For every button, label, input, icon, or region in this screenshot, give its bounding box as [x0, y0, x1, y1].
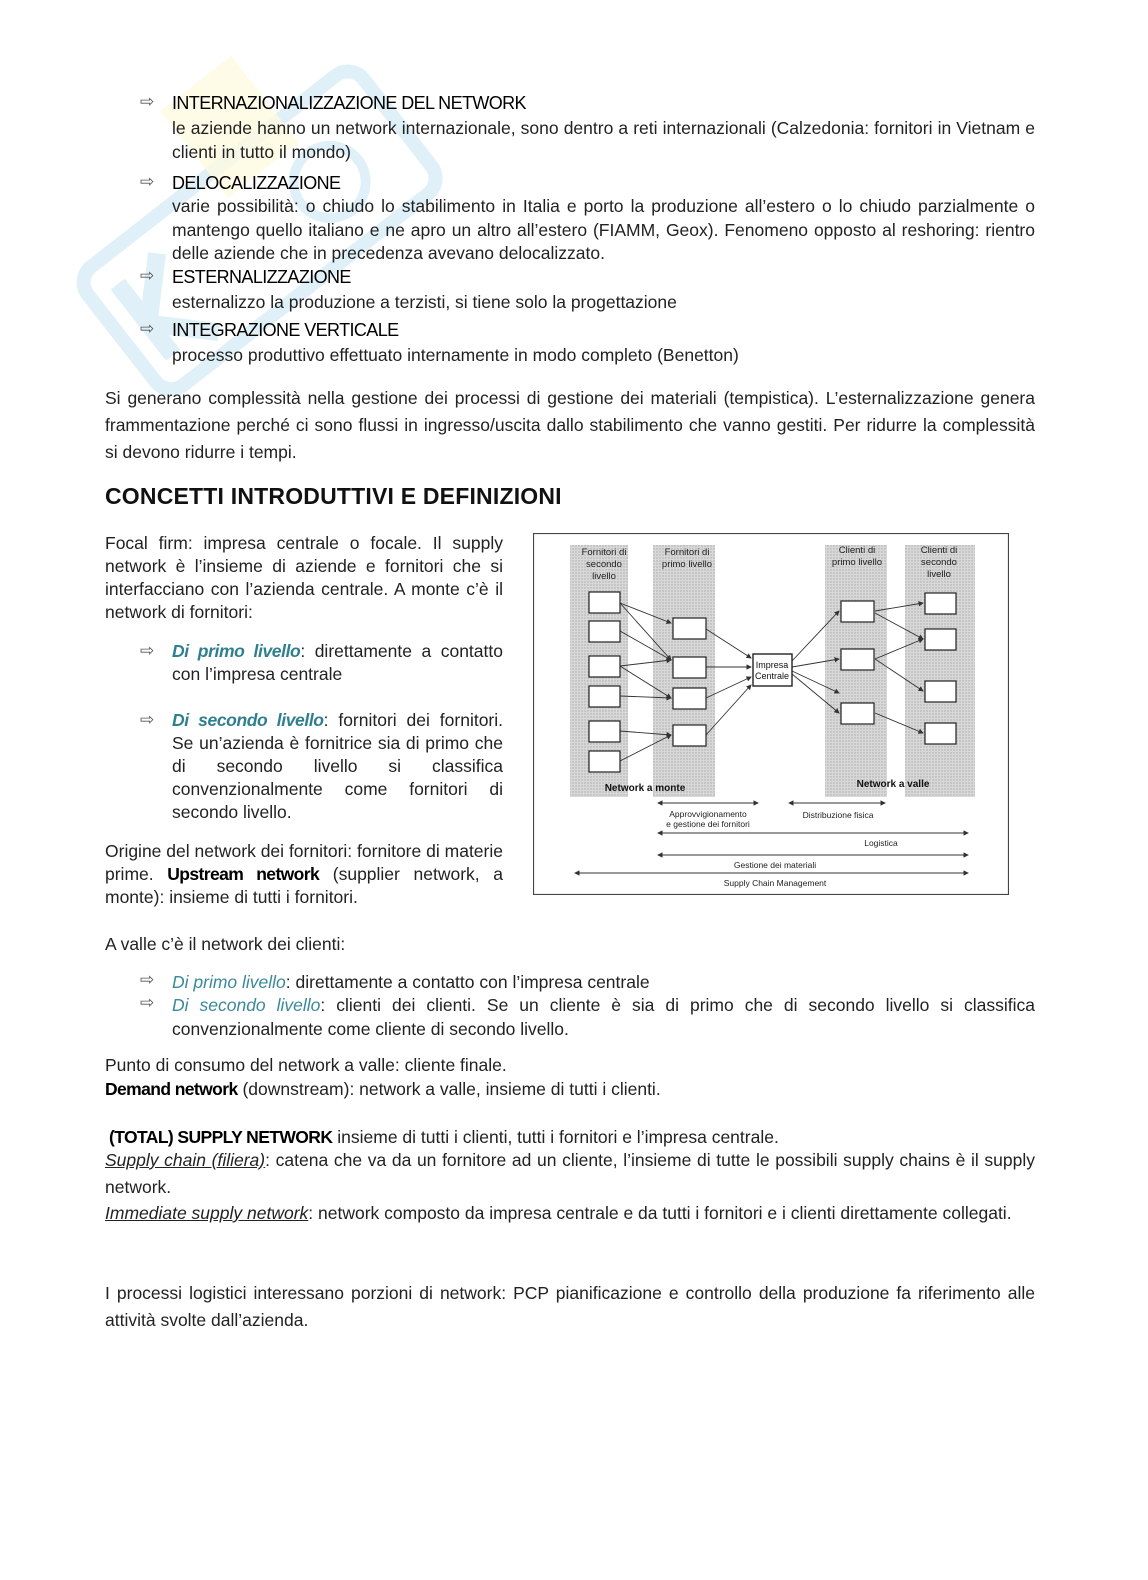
label-scm: Supply Chain Management	[723, 878, 827, 888]
right-arrow-outline-icon: ⇨	[140, 993, 155, 1012]
paragraph-complexity: Si generano complessità nella gestione dei processi di gestione dei materiali (tempistica). L’esternalizzazione genera frammentazione perché ci sono flussi in ingresso/uscita dallo stabilimento che vanno gestiti. Per ridurre la complessità si devono ridurre i tempi.	[105, 388, 1035, 462]
immediate-network-term: Immediate supply network	[105, 1203, 309, 1223]
right-arrow-outline-icon: ⇨	[140, 172, 155, 191]
bullet-title: DELOCALIZZAZIONE	[172, 173, 341, 193]
bullet-text: processo produttivo effettuato internamente in modo completo (Benetton)	[172, 345, 739, 365]
total-supply-network-desc: insieme di tutti i clienti, tutti i fornitori e l’impresa centrale.	[332, 1127, 779, 1147]
total-supply-network-term: (TOTAL) SUPPLY NETWORK	[109, 1127, 333, 1147]
bullet-title: ESTERNALIZZAZIONE	[172, 267, 351, 287]
label-network-valle: Network a valle	[856, 779, 930, 790]
supplier-first-level-desc: : direttamente a contatto con l’impresa centrale	[172, 641, 503, 684]
focal-firm-label-text: Impresa	[755, 660, 789, 670]
paragraph-immediate	[105, 1200, 1035, 1227]
client-1-box	[841, 703, 874, 724]
client-first-level	[140, 971, 1035, 995]
supply-network-diagram	[533, 533, 1009, 895]
bullet-text: le aziende hanno un network internazionale, sono dentro a reti internazionali (Calzedonia: fornitori in Vietnam e clienti in tutto il mondo)	[172, 118, 1035, 162]
bullet-internazionalizzazione	[140, 93, 1035, 164]
consumo-text: Punto di consumo del network a valle: cliente finale.	[105, 1055, 507, 1075]
right-arrow-outline-icon: ⇨	[140, 641, 155, 660]
label-suppliers-1: Fornitori di primo livello	[661, 547, 713, 570]
supplier-second-level	[140, 709, 503, 824]
bullet-esternalizzazione	[140, 267, 1035, 315]
upstream-network-term: Upstream network	[167, 864, 320, 884]
client-2-box	[925, 723, 956, 744]
label-network-monte: Network a monte	[604, 783, 686, 794]
client-first-level-desc: : direttamente a contatto con l’impresa centrale	[285, 972, 650, 992]
client-first-level-label: Di primo livello	[172, 972, 286, 992]
label-clients-1: Clienti di primo livello	[831, 545, 883, 568]
supplier-1-box	[673, 688, 706, 709]
client-2-box	[925, 629, 956, 650]
bullet-title: INTERNAZIONALIZZAZIONE DEL NETWORK	[172, 93, 526, 113]
paragraph-focal-firm: Focal firm: impresa centrale o focale. Il supply network è l’insieme di aziende e fornitori che si interfacciano con l’azienda centrale. A monte c’è il network di fornitori:	[105, 533, 503, 622]
client-2-box	[925, 681, 956, 702]
client-second-level-label: Di secondo livello	[172, 995, 321, 1015]
supplier-2-box	[589, 721, 620, 742]
focal-firm-label-text-2: Centrale	[754, 671, 790, 681]
right-arrow-outline-icon: ⇨	[140, 970, 155, 989]
supplier-first-level	[140, 640, 503, 686]
supplier-first-level-label: Di primo livello	[172, 641, 301, 661]
supplier-second-level-text	[172, 709, 503, 824]
supplier-2-box	[589, 592, 620, 613]
bullet-delocalizzazione	[140, 173, 1035, 266]
client-1-box	[841, 601, 874, 622]
client-second-level-desc: : clienti dei clienti. Se un cliente è sia di primo che di secondo livello si classifica convenzionalmente come cliente di secondo livello.	[172, 995, 1035, 1039]
client-1-box	[841, 649, 874, 670]
label-gestione-materiali: Gestione dei materiali	[733, 860, 817, 870]
bullet-title: INTEGRAZIONE VERTICALE	[172, 320, 399, 340]
supplier-1-box	[673, 725, 706, 746]
client-second-level-text	[172, 994, 1035, 1041]
supplier-2-box	[589, 686, 620, 707]
bullet-integrazione	[140, 320, 1035, 368]
right-arrow-outline-icon: ⇨	[140, 266, 155, 285]
label-approvvigionamento-1: Approvvigionamento	[669, 809, 747, 819]
supplier-second-level-desc: : fornitori dei fornitori. Se un’azienda è fornitrice sia di primo che di secondo livello si classifica convenzionalmente come fornitori di secondo livello.	[172, 710, 503, 822]
demand-network-desc: (downstream): network a valle, insieme di tutti i clienti.	[237, 1078, 661, 1099]
immediate-network-desc: : network composto da impresa centrale e da tutti i fornitori e i clienti direttamente collegati.	[308, 1203, 1012, 1223]
paragraph-processi-logistici: I processi logistici interessano porzioni di network: PCP pianificazione e controllo della produzione fa riferimento alle attività svolte dall’azienda.	[105, 1283, 1035, 1330]
supplier-1-box	[673, 657, 706, 678]
col-clients-2	[905, 545, 975, 797]
supply-chain-desc: : catena che va da un fornitore ad un cliente, l’insieme di tutte le possibili supply chains è il supply network.	[105, 1150, 1035, 1197]
col-clients-1	[825, 545, 887, 797]
section-heading: CONCETTI INTRODUTTIVI E DEFINIZIONI	[105, 483, 562, 509]
label-suppliers-2: Fornitori di secondo livello	[581, 547, 627, 582]
label-approvvigionamento	[666, 809, 750, 829]
supply-chain-term: Supply chain (filiera)	[105, 1150, 266, 1170]
right-arrow-outline-icon: ⇨	[140, 319, 155, 338]
paragraph-supply-chain	[105, 1147, 1035, 1201]
right-arrow-outline-icon: ⇨	[140, 710, 155, 729]
paragraph-valle: A valle c’è il network dei clienti:	[105, 934, 346, 954]
label-logistica: Logistica	[864, 838, 898, 848]
origin-text-end: (supplier network, a monte): insieme di tutti i fornitori.	[105, 864, 503, 907]
client-2-box	[925, 593, 956, 614]
focal-firm-box	[753, 654, 792, 686]
supplier-second-level-label: Di secondo livello	[172, 710, 324, 730]
origin-text: Origine del network dei fornitori: fornitore di materie prime.	[105, 841, 503, 884]
supplier-1-box	[673, 618, 706, 639]
bullet-text: esternalizzo la produzione a terzisti, si tiene solo la progettazione	[172, 292, 677, 312]
paragraph-origin	[105, 840, 503, 909]
paragraph-consumo-demand	[105, 1054, 1035, 1101]
focal-firm-label	[755, 660, 789, 681]
supplier-2-box	[589, 621, 620, 642]
supplier-first-level-text	[172, 640, 503, 686]
label-approvvigionamento-2: e gestione dei fornitori	[666, 819, 750, 829]
demand-line	[105, 1078, 1035, 1102]
supplier-2-box	[589, 751, 620, 772]
supplier-2-box	[589, 656, 620, 677]
label-clients-2: Clienti di secondo livello	[920, 545, 958, 580]
demand-network-term: Demand network	[105, 1078, 238, 1099]
label-distribuzione: Distribuzione fisica	[802, 810, 874, 820]
bullet-text: varie possibilità: o chiudo lo stabilimento in Italia e porto la produzione all’estero o lo chiudo parzialmente o mantengo quello italiano e ne apro un altro all’estero (FIAMM, Geox). Fenomeno opposto al reshoring: rientro delle aziende che in precedenza avevano delocalizzato.	[172, 196, 1035, 263]
client-first-level-text	[172, 971, 1035, 995]
client-second-level	[140, 994, 1035, 1041]
right-arrow-outline-icon: ⇨	[140, 92, 155, 111]
